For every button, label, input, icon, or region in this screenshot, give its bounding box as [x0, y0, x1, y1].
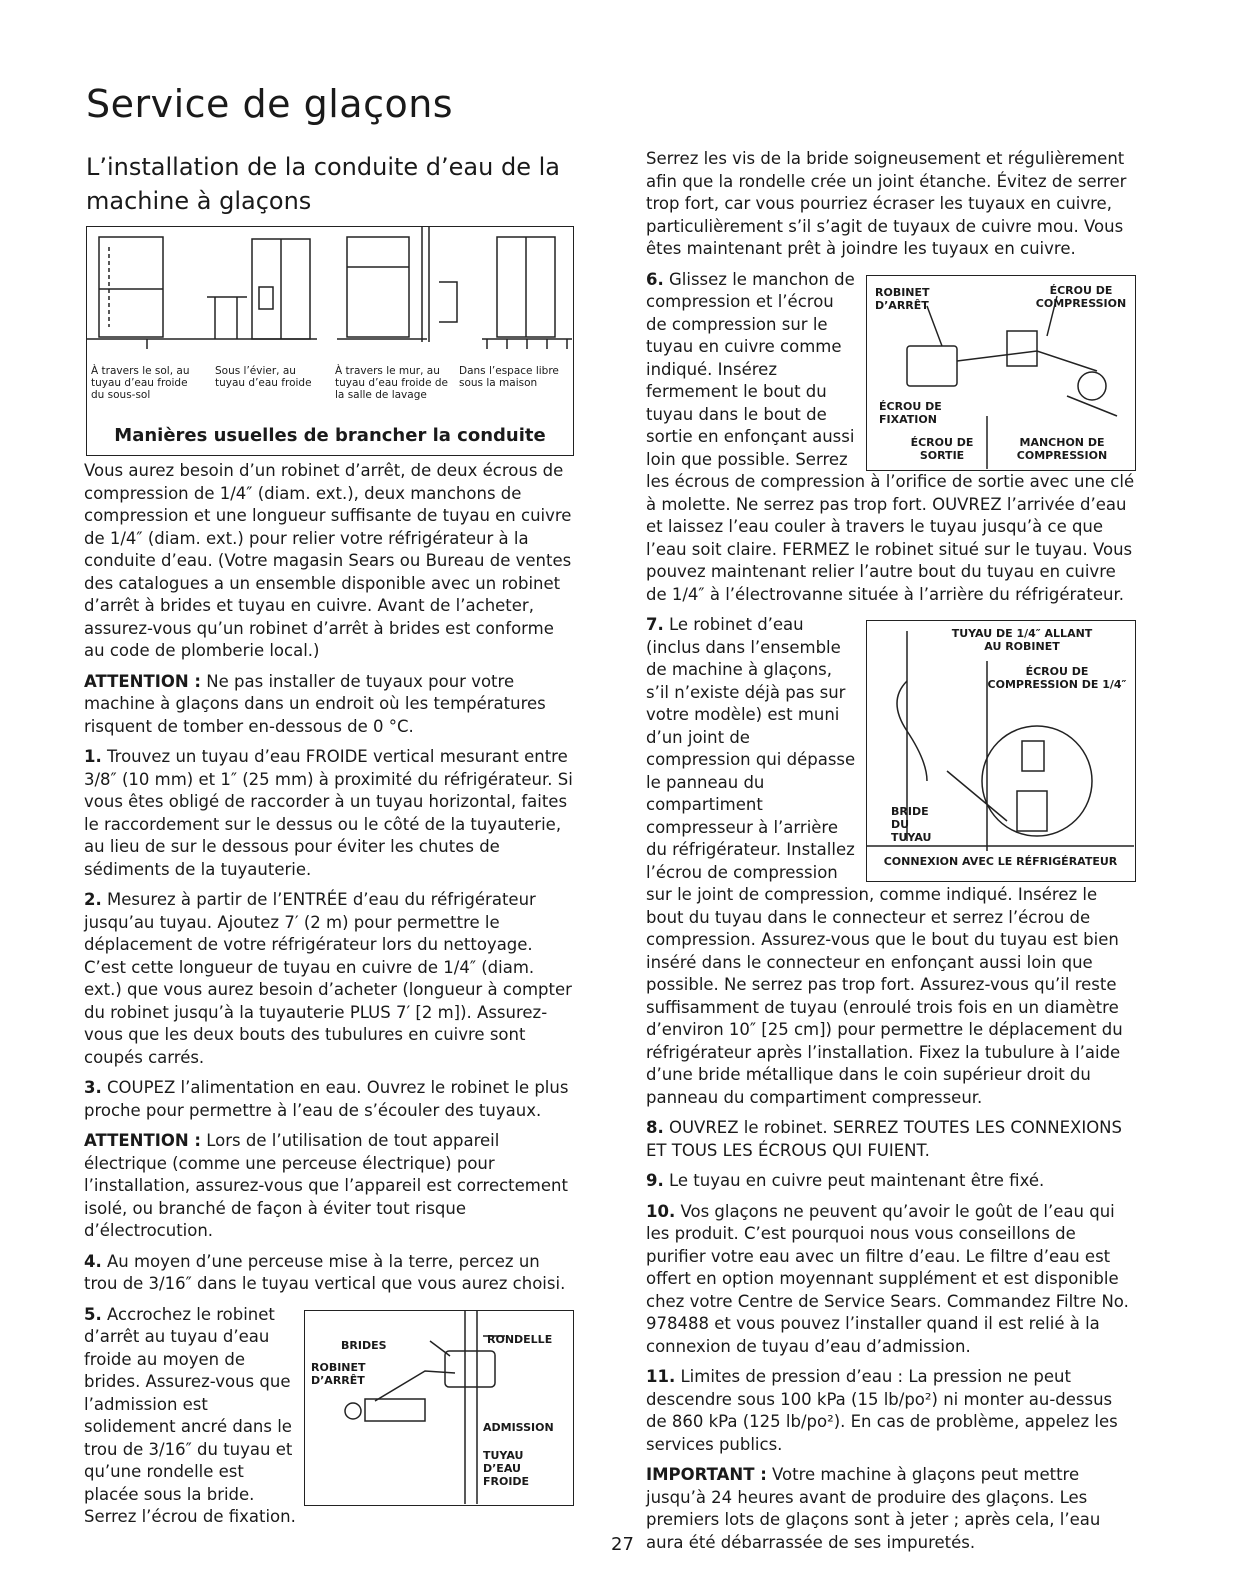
left-column	[84, 460, 574, 1537]
page-number: 27	[611, 1534, 634, 1555]
label-connexion: CONNEXION AVEC LE RÉFRIGÉRATEUR	[883, 855, 1118, 868]
attention-label: ATTENTION :	[84, 1131, 202, 1150]
clamp-paragraph: Serrez les vis de la bride soigneusement et régulièrement afin que la rondelle crée un joint étanche. Évitez de serrer trop fort, car vous pourriez écraser les tuyaux en cuivre, particulièrement s’il s’agit de tuyaux de cuivre mou. Vous êtes maintenant prêt à joindre les tuyaux en cuivre.	[646, 149, 1127, 258]
label-manchon: MANCHON DE COMPRESSION	[1016, 435, 1108, 462]
step-2: 2. Mesurez à partir de l’ENTRÉE d’eau du réfrigérateur jusqu’au tuyau. Ajoutez 7′ (2 m) pour permettre le déplacement de votre réfrigérateur lors du nettoyage. C’est cette longueur de tuyau en cuivre de 1/4″ (diam. ext.) que vous aurez besoin d’acheter (longueur à compter du robinet jusqu’à la tuyauterie PLUS 7′ [2 m]). Assurez-vous que les deux bouts des tubulures en cuivre sont coupés carrés.	[84, 890, 572, 1067]
label-ecrou-fixation: ÉCROU DE FIXATION	[879, 399, 942, 426]
right-column	[646, 148, 1136, 1562]
step-5-figure	[304, 1310, 574, 1506]
attention-1: ATTENTION : Ne pas installer de tuyaux pour votre machine à glaçons dans un endroit où les températures risquent de tomber en-dessous de 0 °C.	[84, 671, 546, 736]
step-3: 3. COUPEZ l’alimentation en eau. Ouvrez le robinet le plus proche pour permettre à l’eau de s’écouler des tuyaux.	[84, 1078, 569, 1120]
installation-drawings	[87, 227, 572, 352]
label-ecrou-sortie: ÉCROU DE SORTIE	[910, 435, 974, 462]
important-note: IMPORTANT : Votre machine à glaçons peut mettre jusqu’à 24 heures avant de produire des glaçons. Les premiers lots de glaçons sont à jeter ; après cela, l’eau aura été débarrassée de ses impuretés.	[646, 1465, 1101, 1552]
step-number: 1.	[84, 747, 102, 766]
label-rondelle: RONDELLE	[487, 1332, 553, 1346]
label-ecrou-1-4: ÉCROU DE COMPRESSION DE 1/4″	[987, 665, 1127, 691]
step-11: 11. Limites de pression d’eau : La pression ne peut descendre sous 100 kPa (15 lb/po²) ni monter au-dessus de 860 kPa (125 lb/po²). En cas de problème, appelez les services publics.	[646, 1367, 1118, 1454]
caption-wall: À travers le mur, au tuyau d’eau froide de la salle de lavage	[335, 365, 449, 401]
installation-methods-figure	[86, 226, 574, 456]
label-robinet-arret: ROBINET D’ARRÊT	[875, 285, 930, 312]
section-title: L’installation de la conduite d’eau de la machine à glaçons	[86, 153, 560, 215]
attention-2: ATTENTION : Lors de l’utilisation de tout appareil électrique (comme une perceuse électrique) pour l’installation, assurez-vous que l’appareil est correctement isolé, ou branché de façon à éviter tout risque d’électrocution.	[84, 1131, 568, 1240]
step-number: 6.	[646, 269, 664, 289]
label-bride-tuyau: BRIDE DU TUYAU	[891, 805, 932, 844]
step-6: 6. Glissez le manchon de compression et l’écrou de compression sur le tuyau en cuivre comme indiqué. Insérez fermement le bout du tuyau dans le bout de sortie en enfonçant aussi loin que possible. Serrez les écrous de compression à l’orifice de sortie avec une clé à molette. Ne serrez pas trop fort. OUVREZ l’arrivée d’eau et laissez l’eau couler à travers le tuyau jusqu’à ce que l’eau soit claire. FERMEZ le robinet situé sur le tuyau. Vous pouvez maintenant relier l’autre bout du tuyau en cuivre de 1/4″ à l’électrovanne située à l’arrière du réfrigérateur.	[646, 269, 1135, 604]
label-admission: ADMISSION	[483, 1420, 554, 1434]
step-7: 7. Le robinet d’eau (inclus dans l’ensemble de machine à glaçons, s’il n’existe déjà pas sur votre modèle) est muni d’un joint de compression qui dépasse le panneau du compartiment compresseur à l’arrière du réfrigérateur. Installez l’écrou de compression sur le joint de compression, comme indiqué. Insérez le bout du tuyau dans le connecteur et serrez l’écrou de compression. Assurez-vous que le bout du tuyau est bien inséré dans le connecteur en enfonçant aussi loin que possible. Ne serrez pas trop fort. Assurez-vous qu’il reste suffisamment de tuyau (enroulé trois fois en un diamètre d’environ 10″ [25 cm]) pour permettre le déplacement du réfrigérateur après l’installation. Fixez la tubulure à l’aide d’une bride métallique dans le coin supérieur droit du panneau du compartiment compresseur.	[646, 615, 1123, 1107]
important-label: IMPORTANT :	[646, 1465, 767, 1484]
step-7-figure	[866, 620, 1136, 882]
step-4: 4. Au moyen d’une perceuse mise à la terre, percez un trou de 3/16″ dans le tuyau vertical que vous aurez choisi.	[84, 1251, 566, 1293]
step-number: 2.	[84, 890, 102, 909]
intro-paragraph: Vous aurez besoin d’un robinet d’arrêt, de deux écrous de compression de 1/4″ (diam. ext.), deux manchons de compression et une longueur suffisante de tuyau en cuivre de 1/4″ (diam. ext.) pour relier votre réfrigérateur à la conduite d’eau. (Votre magasin Sears ou Bureau de ventes des catalogues a un ensemble disponible avec un robinet d’arrêt à brides et tuyau en cuivre. Avant de l’acheter, assurez-vous qu’un robinet d’arrêt à brides est conforme au code de plomberie local.)	[84, 461, 572, 660]
attention-label: ATTENTION :	[84, 671, 202, 691]
caption-floor: À travers le sol, au tuyau d’eau froide du sous-sol	[91, 365, 190, 401]
step-number: 3.	[84, 1078, 102, 1097]
label-tuyau-froide: TUYAU D’EAU FROIDE	[483, 1448, 530, 1488]
step-number: 11.	[646, 1367, 676, 1386]
label-tuyau-robinet: TUYAU DE 1/4″ ALLANT AU ROBINET	[951, 627, 1093, 653]
label-ecrou-compression: ÉCROU DE COMPRESSION	[1035, 283, 1127, 310]
step-6-figure	[866, 275, 1136, 471]
page-title: Service de glaçons	[86, 82, 454, 126]
step-number: 4.	[84, 1251, 102, 1271]
step-1: 1. Trouvez un tuyau d’eau FROIDE vertical mesurant entre 3/8″ (10 mm) et 1″ (25 mm) à proximité du réfrigérateur. Si vous êtes obligé de raccorder à un tuyau horizontal, faites le raccordement sur le dessus ou le côté de la tuyauterie, au lieu de sur le dessous pour éviter les chutes de sédiments de la tuyauterie.	[84, 747, 573, 879]
caption-sink: Sous l’évier, au tuyau d’eau froide	[215, 365, 312, 389]
step-10: 10. Vos glaçons ne peuvent qu’avoir le goût de l’eau qui les produit. C’est pourquoi nous vous conseillons de purifier votre eau avec un filtre d’eau. Le filtre d’eau est offert en option moyennant supplément et est disponible chez votre Centre de Service Sears. Commandez Filtre No. 978488 et vous pouvez l’installer quand il est relié à la connexion de tuyau d’eau d’admission.	[646, 1201, 1129, 1356]
caption-crawlspace: Dans l’espace libre sous la maison	[459, 365, 559, 389]
step-8: 8. OUVREZ le robinet. SERREZ TOUTES LES CONNEXIONS ET TOUS LES ÉCROUS QUI FUIENT.	[646, 1118, 1123, 1160]
label-robinet: ROBINET D’ARRÊT	[311, 1360, 366, 1387]
step-9: 9. Le tuyau en cuivre peut maintenant être fixé.	[646, 1171, 1045, 1190]
figure-caption: Manières usuelles de brancher la conduite	[114, 425, 546, 446]
label-brides: BRIDES	[341, 1338, 387, 1352]
step-5: 5. Accrochez le robinet d’arrêt au tuyau d’eau froide au moyen de brides. Assurez-vous que l’admission est solidement ancré dans le trou de 3/16″ du tuyau et qu’une rondelle est placée sous la bride. Serrez l’écrou de fixation.	[84, 1304, 296, 1526]
step-number: 7.	[646, 615, 664, 634]
step-number: 10.	[646, 1201, 676, 1221]
step-number: 8.	[646, 1118, 664, 1137]
step-number: 5.	[84, 1304, 102, 1324]
step-number: 9.	[646, 1171, 664, 1190]
